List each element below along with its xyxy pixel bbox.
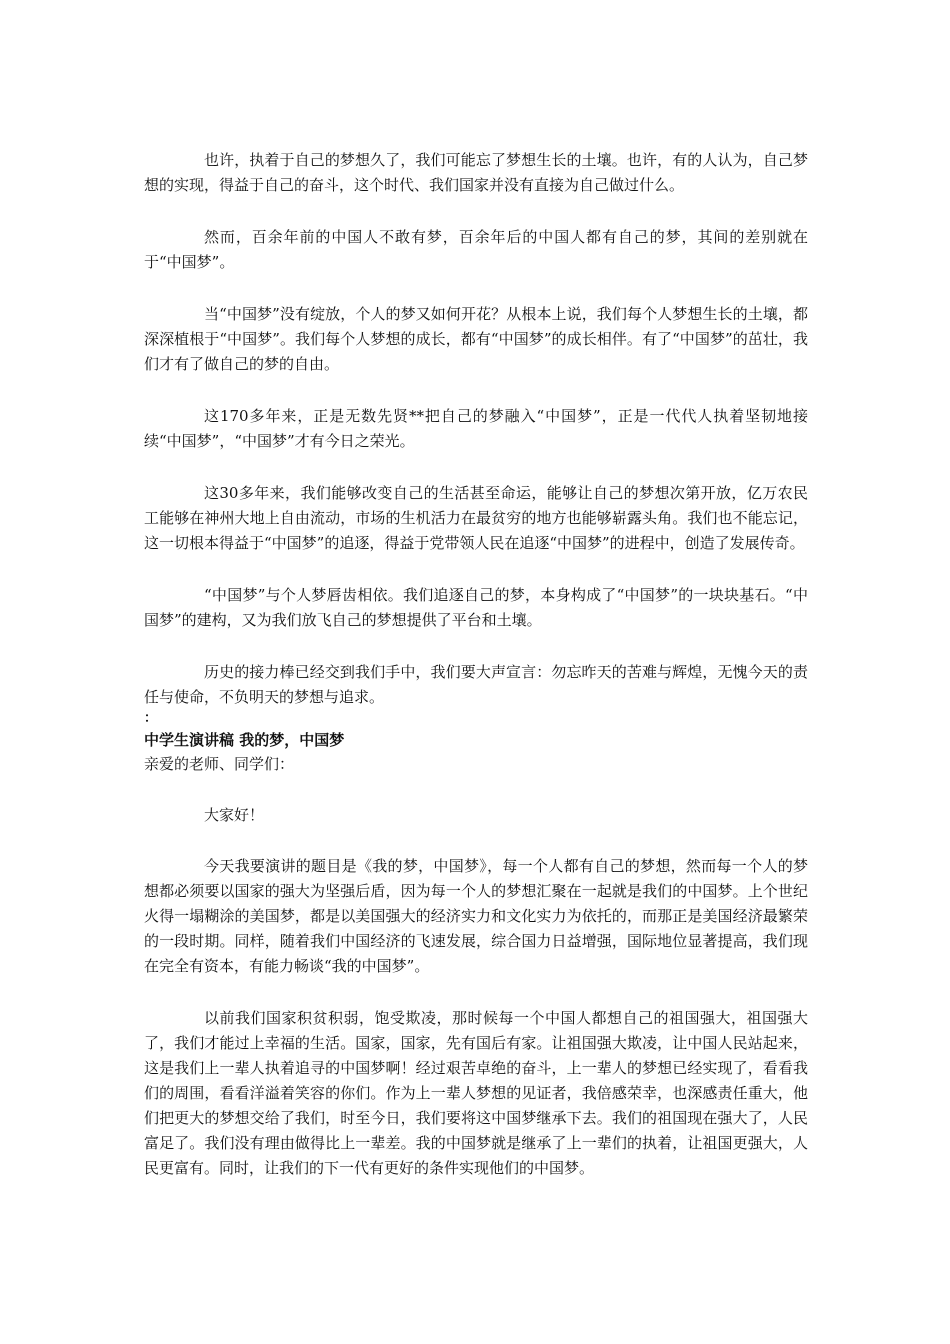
paragraph: 这30多年来，我们能够改变自己的生活甚至命运，能够让自己的梦想次第开放，亿万农民工能够在神州大地上自由流动，市场的生机活力在最贫穷的地方也能够崭露头角。我们也不能忘记，这一切根本得益于“中国梦”的追逐，得益于党带领人民在追逐“中国梦”的进程中，创造了发展传奇。	[144, 484, 808, 552]
speech-greeting: 亲爱的老师、同学们：	[144, 755, 295, 773]
paragraph: 也许，执着于自己的梦想久了，我们可能忘了梦想生长的土壤。也许，有的人认为，自己梦想的实现，得益于自己的奋斗，这个时代、我们国家并没有直接为自己做过什么。	[144, 151, 808, 194]
paragraph: 这170多年来，正是无数先贤**把自己的梦融入“中国梦”，正是一代代人执着坚韧地接续“中国梦”，“中国梦”才有今日之荣光。	[144, 407, 808, 450]
paragraph: 历史的接力棒已经交到我们手中，我们要大声宣言：勿忘昨天的苦难与辉煌，无愧今天的责任与使命，不负明天的梦想与追求。	[144, 663, 808, 706]
speech-title: 中学生演讲稿 我的梦，中国梦	[144, 731, 345, 749]
paragraph: 当“中国梦”没有绽放，个人的梦又如何开花？从根本上说，我们每个人梦想生长的土壤，都深深植根于“中国梦”。我们每个人梦想的成长，都有“中国梦”的成长相伴。有了“中国梦”的茁壮，我们才有了做自己的梦的自由。	[144, 305, 808, 373]
separator-mark: ：	[144, 711, 158, 726]
document-page	[144, 148, 808, 1181]
speech-paragraph: 今天我要演讲的题目是《我的梦，中国梦》，每一个人都有自己的梦想，然而每一个人的梦想都必须要以国家的强大为坚强后盾，因为每一个人的梦想汇聚在一起就是我们的中国梦。上个世纪火得一塌糊涂的美国梦，都是以美国强大的经济实力和文化实力为依托的，而那正是美国经济最繁荣的一段时期。同样，随着我们中国经济的飞速发展，综合国力日益增强，国际地位显著提高，我们现在完全有资本，有能力畅谈“我的中国梦”。	[144, 857, 808, 975]
paragraph: 然而，百余年前的中国人不敢有梦，百余年后的中国人都有自己的梦，其间的差别就在于“中国梦”。	[144, 228, 808, 271]
speech-hello: 大家好！	[204, 806, 265, 824]
speech-paragraph: 以前我们国家积贫积弱，饱受欺凌，那时候每一个中国人都想自己的祖国强大，祖国强大了，我们才能过上幸福的生活。国家，国家，先有国后有家。让祖国强大欺凌，让中国人民站起来，这是我们上一辈人执着追寻的中国梦啊！经过艰苦卓绝的奋斗，上一辈人的梦想已经实现了，看看我们的周围，看看洋溢着笑容的你们。作为上一辈人梦想的见证者，我倍感荣幸，也深感责任重大，他们把更大的梦想交给了我们，时至今日，我们要将这中国梦继承下去。我们的祖国现在强大了，人民富足了。我们没有理由做得比上一辈差。我的中国梦就是继承了上一辈们的执着，让祖国更强大，人民更富有。同时，让我们的下一代有更好的条件实现他们的中国梦。	[144, 1009, 808, 1177]
paragraph: “中国梦”与个人梦唇齿相依。我们追逐自己的梦，本身构成了“中国梦”的一块块基石。“中国梦”的建构，又为我们放飞自己的梦想提供了平台和土壤。	[144, 586, 808, 629]
